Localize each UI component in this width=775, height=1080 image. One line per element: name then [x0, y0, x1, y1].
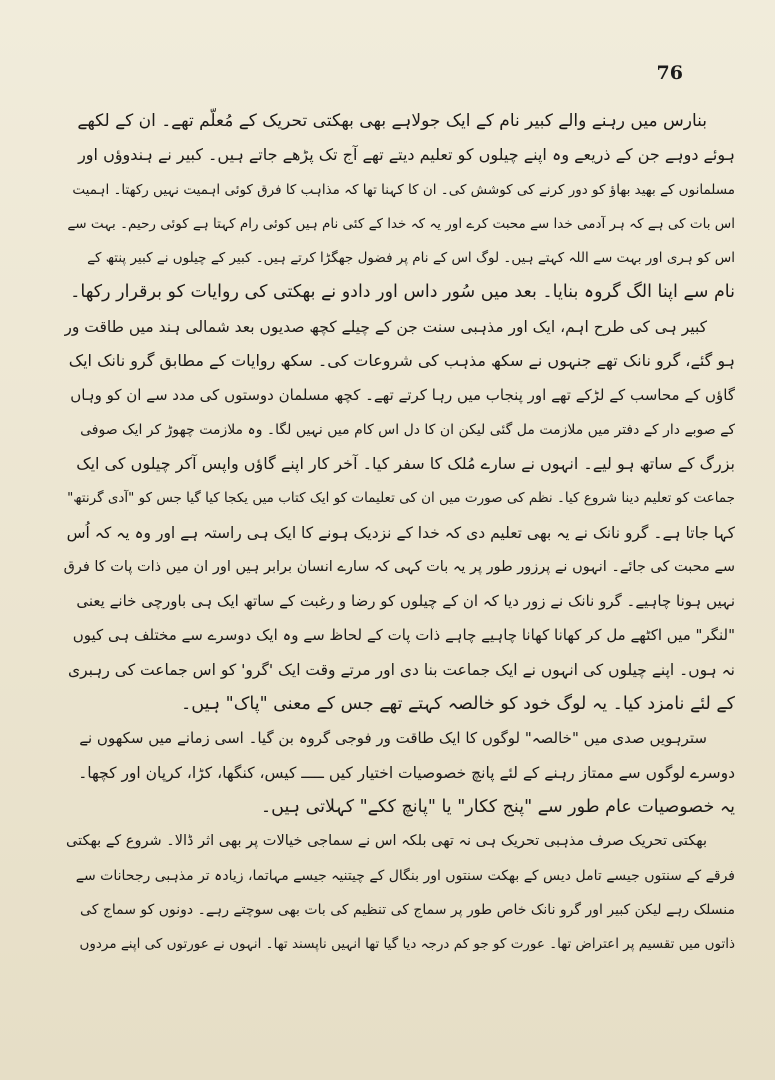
text-line: اس بات کی ہے کہ ہر آدمی خدا سے محبت کرے اور یہ کہ خدا کے کئی نام ہیں کوئی رام کہتا ہے کوئی رحیم۔ بہت سے [67, 215, 735, 232]
text-line: نام سے اپنا الگ گروہ بنایا۔ بعد میں سُور داس اور دادو نے بھکتی کی روایات کو برقرار رکھا۔ [70, 282, 735, 303]
text-line: کے صوبے دار کے دفتر میں ملازمت مل گئی لیکن ان کا دل اس کام میں نہیں لگا۔ وہ ملازمت چھوڑ کر ایک صوفی [80, 421, 735, 438]
body-text [64, 104, 735, 961]
text-line: مسلمانوں کے بھید بھاؤ کو دور کرنے کی کوشش کی۔ ان کا کہنا تھا کہ مذاہب کا فرق کوئی اہمیت نہیں رکھتا۔ اہمیت [72, 181, 735, 198]
page-number: 76 [656, 62, 683, 84]
text-line: ذاتوں میں تقسیم پر اعتراض تھا۔ عورت کو جو کم درجہ دیا گیا تھا انہیں ناپسند تھا۔ انہوں نے عورتوں کی اپنے مردوں [79, 936, 735, 953]
text-line: "لنگر" میں اکٹھے مل کر کھانا کھانا چاہیے چاہے ذات پات کے لحاظ سے وہ ایک دوسرے سے مختلف ہی کیوں [72, 626, 735, 645]
text-line: بزرگ کے ساتھ ہو لیے۔ انہوں نے سارے مُلک کا سفر کیا۔ آخر کار اپنے گاؤں واپس آکر چیلوں کی ایک [76, 453, 735, 473]
text-line: بھکتی تحریک صرف مذہبی تحریک ہی نہ تھی بلکہ اس نے سماجی خیالات پر بھی اثر ڈالا۔ شروع کے بھکتی [65, 833, 707, 850]
text-line: منسلک رہے لیکن کبیر اور گرو نانک خاص طور پر سماج کی تنظیم کی بات بھی سوچتے رہے۔ دونوں کو سماج کی [80, 901, 735, 918]
text-line: دوسرے لوگوں سے ممتاز رہنے کے لئے پانچ خصوصیات اختیار کیں ـــــ کیس، کنگھا، کڑا، کرپان اور کچھا۔ [78, 763, 735, 782]
text-line: اس کو ہری اور بہت سے اللہ کہتے ہیں۔ لوگ اس کے نام پر فضول جھگڑا کرتے ہیں۔ کبیر کے چیلوں نے کبیر پنتھ کے [87, 250, 735, 267]
text-line: نہ ہوں۔ اپنے چیلوں کی انہوں نے ایک جماعت بنا دی اور مرتے وقت ایک 'گرو' کو اس جماعت کی رہبری [67, 660, 735, 679]
text-line: ہوئے دوہے جن کے ذریعے وہ اپنے چیلوں کو تعلیم دیتے تھے آج تک پڑھے جاتے ہیں۔ کبیر نے ہندوؤں اور [78, 145, 735, 165]
text-line: سترہویں صدی میں "خالصہ" لوگوں کا ایک طاقت ور فوجی گروہ بن گیا۔ اسی زمانے میں سکھوں نے [79, 729, 707, 748]
text-line: ہو گئے، گرو نانک تھے جنہوں نے سکھ مذہب کی شروعات کی۔ سکھ روایات کے مطابق گرو نانک ایک [68, 351, 735, 371]
text-line: نہیں ہونا چاہیے۔ گرو نانک نے زور دیا کہ ان کے چیلوں کو رضا و رغبت کے ساتھ ایک ہی باورچی خانے یعنی [76, 592, 735, 611]
text-line: کے لئے نامزد کیا۔ یہ لوگ خود کو خالصہ کہتے تھے جس کے معنی "پاک" ہیں۔ [181, 694, 735, 715]
text-line: کبیر ہی کی طرح اہم، ایک اور مذہبی سنت جن کے چیلے کچھ صدیوں بعد شمالی ہند میں طاقت ور [64, 317, 707, 336]
text-line: گاؤں کے محاسب کے لڑکے تھے اور پنجاب میں رہا کرتے تھے۔ کچھ مسلمان دوستوں کی مدد سے ان کو وہاں [70, 386, 735, 405]
text-line: کہا جاتا ہے۔ گرو نانک نے یہ بھی تعلیم دی کہ خدا کے نزدیک ہونے کا ایک ہی راستہ ہے اور وہ یہ کہ اُس [66, 523, 735, 542]
text-line: بنارس میں رہنے والے کبیر نام کے ایک جولاہے بھی بھکتی تحریک کے مُعلّم تھے۔ ان کے لکھے [77, 111, 707, 131]
text-line: فرقے کے سنتوں جیسے تامل دیس کے بھکت سنتوں اور بنگال کے چیتنیہ جیسے مہاتما، زیادہ تر مذہبی رجحانات سے [75, 867, 735, 884]
text-line: سے محبت کی جائے۔ انہوں نے پرزور طور پر یہ بات کہی کہ سارے انسان برابر ہیں اور ان میں ذات پات کا فرق [64, 558, 735, 575]
text-line: جماعت کو تعلیم دینا شروع کیا۔ نظم کی صورت میں ان کی تعلیمات کو ایک کتاب میں یکجا کیا گیا جس کو "آدی گرنتھ" [67, 490, 735, 507]
text-line: یہ خصوصیات عام طور سے "پنج ککار" یا "پانچ ککے" کہلاتی ہیں۔ [260, 796, 735, 817]
